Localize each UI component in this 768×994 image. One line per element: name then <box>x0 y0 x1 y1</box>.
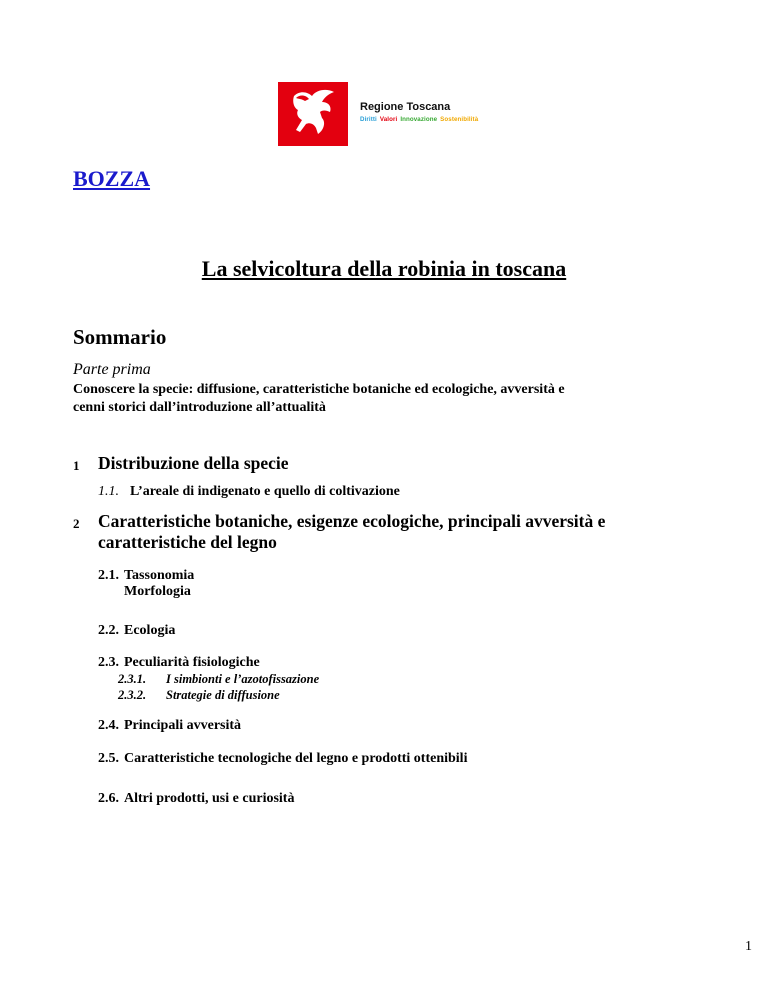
motto-word: Innovazione <box>400 116 438 123</box>
motto-word: Diritti <box>360 116 377 123</box>
chapter-title: Distribuzione della specie <box>98 453 289 473</box>
toc-entry[interactable] <box>98 568 194 584</box>
toc-entry[interactable] <box>98 623 175 639</box>
bozza-link[interactable]: BOZZA <box>73 166 151 191</box>
logo-title: Regione Toscana <box>360 101 451 113</box>
subsection-number: 2.3.2. <box>118 688 147 702</box>
section-number: 2.5. <box>98 751 119 766</box>
motto-word: Valori <box>379 116 398 123</box>
document-title: La selvicoltura della robinia in toscana <box>201 256 567 281</box>
toc-entry[interactable] <box>98 718 241 734</box>
toc-subentry[interactable] <box>118 688 280 703</box>
logo-motto <box>360 116 481 123</box>
part-description-line: Conoscere la specie: diffusione, caratteristiche botaniche ed ecologiche, avversità e <box>73 382 565 397</box>
section-number: 1.1. <box>98 484 119 499</box>
page-number: 1 <box>745 939 752 954</box>
section-title: Principali avversità <box>124 718 242 733</box>
pegasus-flag-icon <box>278 82 348 146</box>
part-label: Parte prima <box>73 361 151 378</box>
section-number: 2.1. <box>98 568 119 583</box>
summary-heading: Sommario <box>73 325 167 349</box>
part-description <box>73 381 565 417</box>
toc-entry-extra[interactable]: Morfologia <box>124 584 191 599</box>
section-title: Altri prodotti, usi e curiosità <box>124 791 295 806</box>
section-number: 2.6. <box>98 791 119 806</box>
chapter-number: 2 <box>73 516 80 531</box>
subsection-number: 2.3.1. <box>118 672 147 686</box>
toc-entry[interactable] <box>98 751 467 767</box>
chapter-title <box>98 511 605 553</box>
toc-entry[interactable] <box>98 791 294 807</box>
chapter-number: 1 <box>73 458 80 473</box>
chapter-title-line: caratteristiche del legno <box>98 532 277 552</box>
toc-entry[interactable] <box>98 484 400 500</box>
section-number: 2.2. <box>98 623 119 638</box>
section-title: Ecologia <box>124 623 176 638</box>
section-number: 2.3. <box>98 655 119 670</box>
section-title: Tassonomia <box>124 568 195 583</box>
subsection-title: Strategie di diffusione <box>166 688 280 702</box>
section-title: Peculiarità fisiologiche <box>124 655 260 670</box>
section-title: L’areale di indigenato e quello di coltivazione <box>130 484 400 499</box>
section-number: 2.4. <box>98 718 119 733</box>
motto-word: Sostenibilità <box>440 116 479 123</box>
part-description-line: cenni storici dall’introduzione all’attualità <box>73 400 326 415</box>
regione-toscana-logo <box>278 82 488 146</box>
subsection-title: I simbionti e l’azotofissazione <box>166 672 320 686</box>
toc-subentry[interactable] <box>118 672 319 687</box>
chapter-title-line: Caratteristiche botaniche, esigenze ecologiche, principali avversità e <box>98 511 606 531</box>
toc-entry[interactable] <box>98 655 260 671</box>
section-title: Caratteristiche tecnologiche del legno e prodotti ottenibili <box>124 751 468 766</box>
